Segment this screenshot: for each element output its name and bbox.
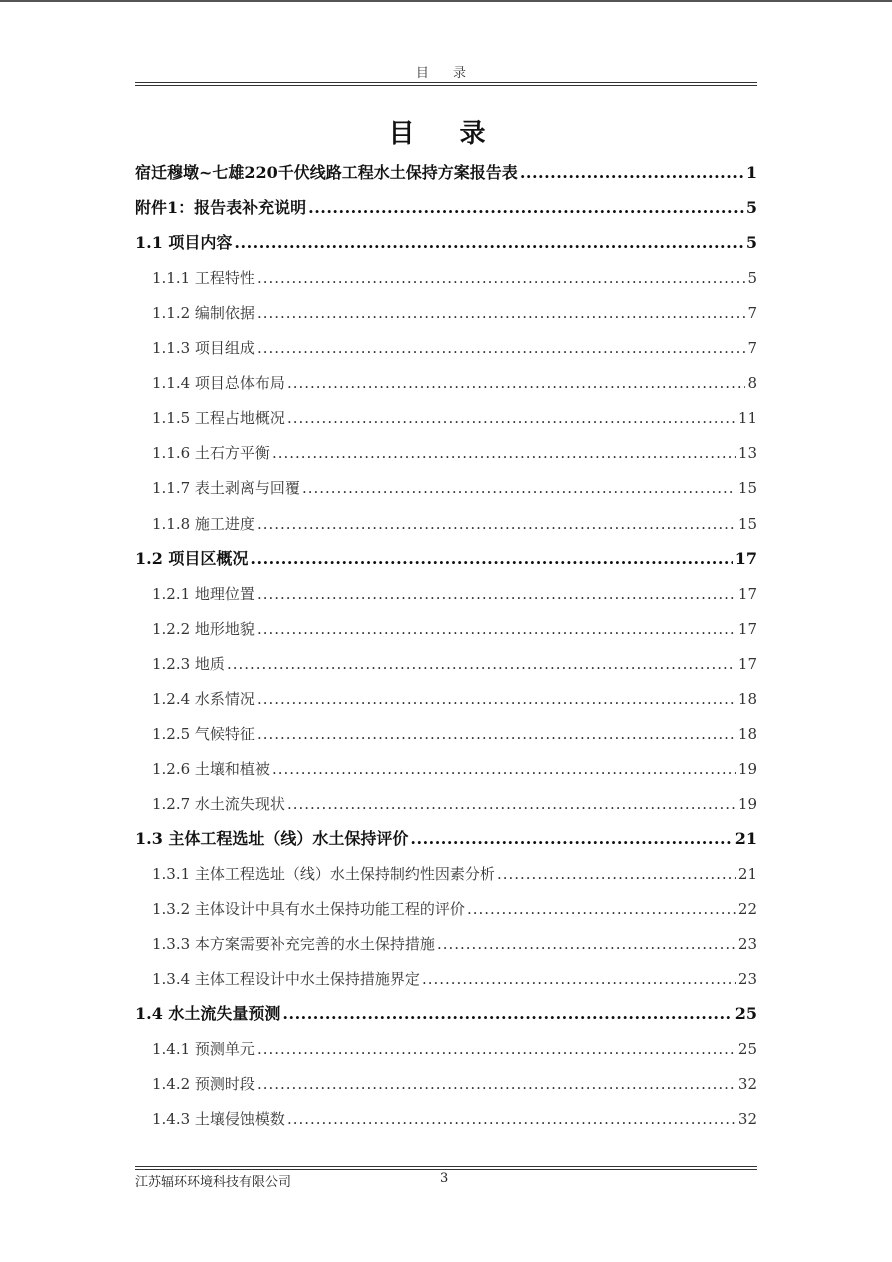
toc-entry-page: 19 [737,794,757,813]
toc-entry-title: 1.4.3 土壤侵蚀模数 [152,1110,285,1129]
toc-entry-title: 1.2.2 地形地貌 [152,619,255,638]
toc-entry[interactable] [135,544,757,574]
toc-dot-leader [302,473,736,503]
toc-entry-title: 1.1.2 编制依据 [152,304,255,323]
toc-entry-title: 1.3.4 主体工程设计中水土保持措施界定 [152,970,420,989]
toc-entry[interactable] [152,684,757,714]
toc-entry[interactable] [152,859,757,889]
toc-entry-title: 1.4 水土流失量预测 [135,1004,281,1024]
toc-entry-title: 1.2.6 土壤和植被 [152,759,270,778]
footer-rule-thin [135,1169,757,1170]
toc-entry-title: 1.3.3 本方案需要补充完善的水土保持措施 [152,935,435,954]
toc-entry-page: 7 [747,304,757,323]
toc-dot-leader [257,263,746,293]
toc-entry[interactable] [135,824,757,854]
toc-entry-page: 15 [737,479,757,498]
toc-entry-page: 22 [737,900,757,919]
toc-entry[interactable] [152,964,757,994]
toc-entry-title: 1.1.3 项目组成 [152,339,255,358]
toc-dot-leader [257,614,736,644]
toc-entry-title: 1.4.1 预测单元 [152,1040,255,1059]
toc-dot-leader [272,438,736,468]
toc-entry[interactable] [152,1104,757,1134]
header-rule [135,82,757,83]
toc-entry-page: 5 [745,233,757,253]
toc-entry-title: 1.3.1 主体工程选址（线）水土保持制约性因素分析 [152,865,495,883]
toc-entry-title: 1.3 主体工程选址（线）水土保持评价 [135,828,409,848]
toc-dot-leader [520,158,744,188]
toc-entry-page: 17 [737,619,757,638]
top-border [0,0,892,2]
toc-entry-title: 宿迁穆墩~七雄220千伏线路工程水土保持方案报告表 [135,163,518,182]
toc-dot-leader [234,228,743,258]
toc-entry-page: 18 [737,689,757,708]
toc-entry-title: 1.1.5 工程占地概况 [152,409,285,428]
toc-entry-title: 1.2.3 地质 [152,654,225,673]
toc-dot-leader [257,298,746,328]
toc-entry-page: 1 [745,163,757,182]
toc-entry[interactable] [152,614,757,644]
toc-dot-leader [287,403,736,433]
toc-entry-title: 1.2.7 水土流失现状 [152,794,285,813]
toc-entry-page: 13 [737,444,757,463]
toc-entry-page: 15 [737,514,757,533]
toc-entry[interactable] [152,754,757,784]
toc-entry-title: 1.2.5 气候特征 [152,724,255,743]
toc-dot-leader [287,1104,736,1134]
footer-rule [135,1166,757,1167]
toc-entry[interactable] [152,438,757,468]
footer-page-number: 3 [440,1171,449,1186]
toc-entry[interactable] [152,298,757,328]
toc-entry[interactable] [135,999,757,1029]
toc-entry[interactable] [152,263,757,293]
toc-entry[interactable] [152,1034,757,1064]
toc-dot-leader [272,754,736,784]
toc-dot-leader [437,929,736,959]
toc-entry-page: 11 [737,409,757,428]
toc-entry-title: 1.4.2 预测时段 [152,1075,255,1094]
toc-entry[interactable] [152,509,757,539]
toc-entry[interactable] [152,1069,757,1099]
toc-dot-leader [257,509,736,539]
toc-entry[interactable] [135,228,757,258]
toc-entry-title: 1.1.7 表土剥离与回覆 [152,479,300,498]
toc-entry-title: 1.1 项目内容 [135,233,233,253]
toc-entry-title: 1.3.2 主体设计中具有水土保持功能工程的评价 [152,900,465,919]
toc-dot-leader [250,544,732,574]
toc-entry-title: 1.1.1 工程特性 [152,269,255,288]
toc-dot-leader [257,579,736,609]
toc-entry[interactable] [152,403,757,433]
toc-dot-leader [410,824,732,854]
toc-entry[interactable] [152,929,757,959]
toc-entry-page: 7 [747,339,757,358]
running-header: 目 录 [415,66,477,81]
toc-entry-page: 25 [737,1040,757,1059]
toc-entry-page: 18 [737,724,757,743]
toc-entry-page: 21 [734,828,757,848]
toc-dot-leader [282,999,732,1029]
toc-dot-leader [257,719,736,749]
toc-entry-page: 8 [747,374,757,393]
toc-dot-leader [497,859,736,889]
toc-dot-leader [287,789,736,819]
toc-entry-title: 1.2 项目区概况 [135,548,249,568]
toc-entry[interactable] [135,158,757,188]
toc-entry[interactable] [152,473,757,503]
toc-entry-page: 5 [747,269,757,288]
toc-entry-title: 1.1.6 土石方平衡 [152,444,270,463]
toc-dot-leader [257,1034,736,1064]
toc-entry[interactable] [152,649,757,679]
toc-entry-page: 19 [737,759,757,778]
toc-dot-leader [422,964,736,994]
toc-entry-page: 32 [737,1075,757,1094]
toc-entry[interactable] [152,368,757,398]
toc-dot-leader [467,894,736,924]
toc-entry-page: 17 [737,584,757,603]
toc-entry-title: 1.1.4 项目总体布局 [152,374,285,393]
toc-dot-leader [227,649,736,679]
toc-entry-title: 附件1：报告表补充说明 [135,198,307,218]
toc-entry-page: 23 [737,935,757,954]
toc-entry-page: 21 [737,865,757,883]
toc-entry-title: 1.1.8 施工进度 [152,514,255,533]
toc-entry[interactable] [152,333,757,363]
toc-entry-title: 1.2.4 水系情况 [152,689,255,708]
toc-entry[interactable] [135,193,757,223]
toc-entry[interactable] [152,894,757,924]
page-title: 目 录 [388,119,504,149]
toc-entry[interactable] [152,579,757,609]
toc-entry-page: 25 [734,1004,757,1024]
toc-entry-page: 32 [737,1110,757,1129]
toc-dot-leader [308,193,744,223]
toc-entry[interactable] [152,789,757,819]
toc-entry[interactable] [152,719,757,749]
toc-entry-page: 17 [734,548,757,568]
toc-entry-page: 23 [737,970,757,989]
toc-dot-leader [257,684,736,714]
header-rule-thin [135,85,757,86]
toc-dot-leader [257,1069,736,1099]
toc-entry-page: 17 [737,654,757,673]
toc-dot-leader [257,333,746,363]
footer-company: 江苏辐环环境科技有限公司 [135,1175,292,1190]
toc-entry-page: 5 [745,198,757,218]
toc-entry-title: 1.2.1 地理位置 [152,584,255,603]
toc-dot-leader [287,368,746,398]
